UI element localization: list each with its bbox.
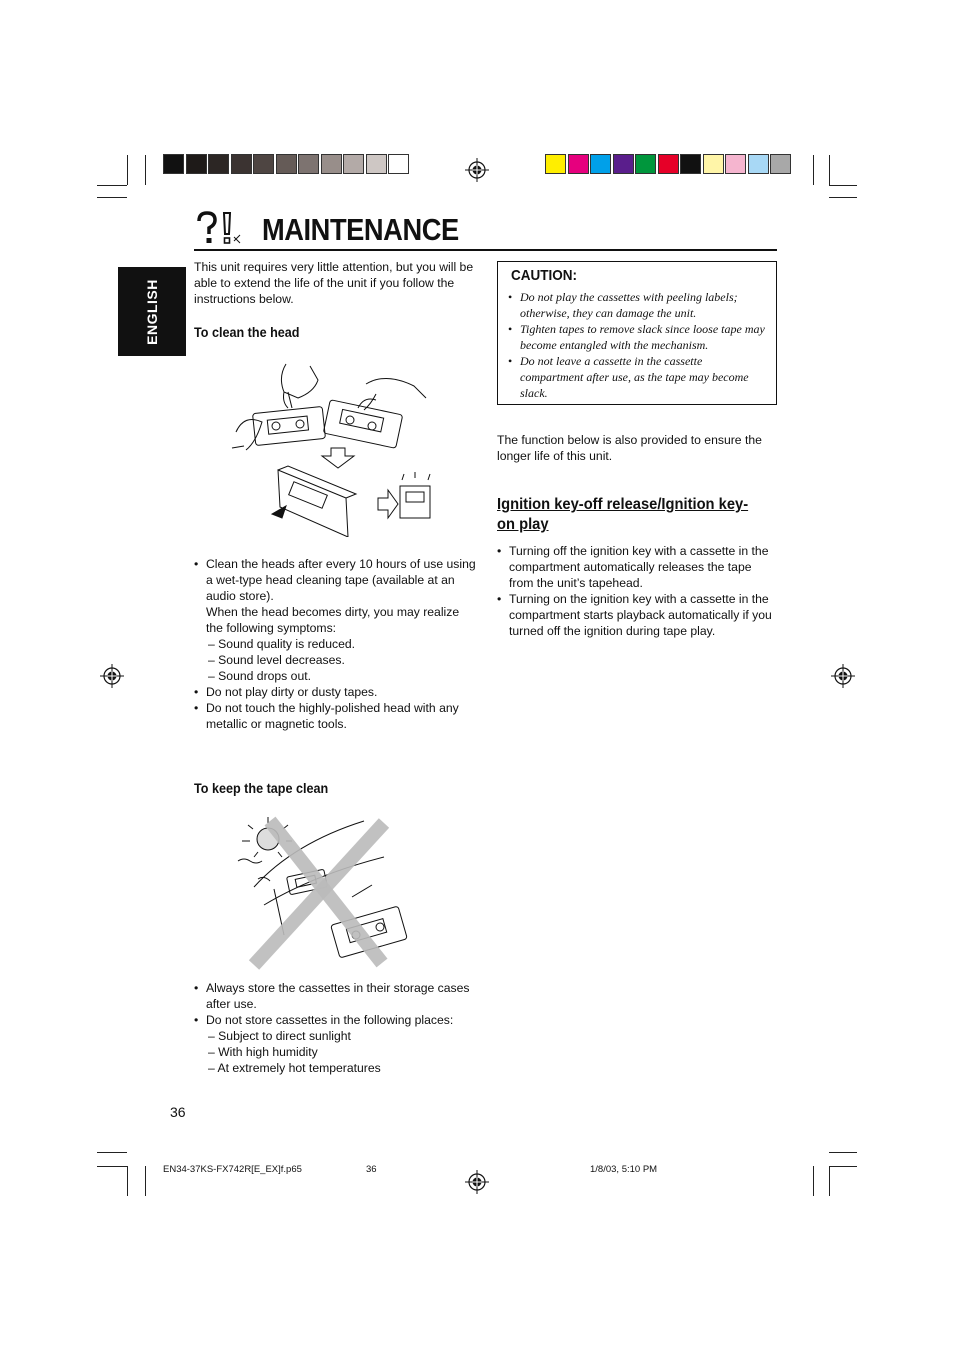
intro-text: This unit requires very little attention, but you will be able to extend the life of the unit if you follow the instructions below. bbox=[194, 260, 474, 306]
language-tab-label: ENGLISH bbox=[144, 278, 160, 345]
color-swatch bbox=[388, 154, 409, 174]
tape-storage-warning-illustration bbox=[234, 815, 414, 975]
color-swatch bbox=[163, 154, 184, 174]
color-swatch bbox=[770, 154, 791, 174]
color-swatch bbox=[545, 154, 566, 174]
list-item: • Do not play the cassettes with peeling labels; otherwise, they can damage the unit. bbox=[508, 289, 768, 321]
list-item: • Clean the heads after every 10 hours of use using a wet-type head cleaning tape (available at an audio store). When the head becomes dirty, you may realize the following symptoms: – Sound quality is reduced. – Sound level decreases. – Sound drops out. bbox=[194, 556, 479, 684]
color-swatch bbox=[703, 154, 724, 174]
color-swatch bbox=[298, 154, 319, 174]
color-swatch bbox=[748, 154, 769, 174]
function-note: The function below is also provided to ensure the longer life of this unit. bbox=[497, 433, 762, 463]
page-number: 36 bbox=[170, 1104, 186, 1120]
clean-head-bullets bbox=[194, 556, 479, 732]
question-exclamation-icon bbox=[194, 210, 242, 246]
registration-mark-icon bbox=[831, 664, 855, 688]
registration-mark-icon bbox=[465, 1170, 489, 1194]
color-calibration-bar bbox=[545, 154, 793, 176]
color-swatch bbox=[276, 154, 297, 174]
color-swatch bbox=[321, 154, 342, 174]
grayscale-calibration-bar bbox=[163, 154, 411, 176]
clean-head-heading: To clean the head bbox=[194, 324, 300, 340]
caution-title: CAUTION: bbox=[511, 267, 577, 284]
list-item: • Always store the cassettes in their storage cases after use. bbox=[194, 980, 479, 1012]
color-swatch bbox=[680, 154, 701, 174]
list-item: • Do not play dirty or dusty tapes. bbox=[194, 684, 479, 700]
footer-file: EN34-37KS-FX742R[E_EX]f.p65 bbox=[163, 1164, 302, 1175]
page-title: MAINTENANCE bbox=[262, 212, 459, 247]
color-swatch bbox=[231, 154, 252, 174]
footer-date: 1/8/03, 5:10 PM bbox=[590, 1164, 658, 1175]
ignition-heading: Ignition key-off release/Ignition key-on play bbox=[497, 496, 749, 533]
color-swatch bbox=[658, 154, 679, 174]
color-swatch bbox=[635, 154, 656, 174]
ignition-bullets bbox=[497, 543, 779, 639]
color-swatch bbox=[253, 154, 274, 174]
list-item: • Turning on the ignition key with a cassette in the compartment starts playback automatically if you turned off the ignition during tape play. bbox=[497, 591, 779, 639]
color-swatch bbox=[613, 154, 634, 174]
color-swatch bbox=[186, 154, 207, 174]
list-item: • Turning off the ignition key with a cassette in the compartment automatically releases the tape from the unit’s tapehead. bbox=[497, 543, 779, 591]
list-item: • Tighten tapes to remove slack since loose tape may become entangled with the mechanism. bbox=[508, 321, 768, 353]
head-cleaning-illustration bbox=[226, 362, 436, 537]
footer-page: 36 bbox=[366, 1164, 377, 1175]
color-swatch bbox=[208, 154, 229, 174]
list-item: • Do not leave a cassette in the cassette compartment after use, as the tape may become slack. bbox=[508, 353, 768, 401]
title-rule bbox=[194, 249, 777, 251]
caution-box bbox=[497, 261, 777, 405]
list-item: • Do not touch the highly-polished head with any metallic or magnetic tools. bbox=[194, 700, 479, 732]
color-swatch bbox=[725, 154, 746, 174]
color-swatch bbox=[590, 154, 611, 174]
language-tab bbox=[118, 267, 186, 356]
list-item: • Do not store cassettes in the following places: – Subject to direct sunlight – With high humidity – At extremely hot temperatures bbox=[194, 1012, 479, 1076]
tape-clean-heading: To keep the tape clean bbox=[194, 780, 329, 796]
registration-mark-icon bbox=[100, 664, 124, 688]
registration-mark-icon bbox=[465, 158, 489, 182]
color-swatch bbox=[366, 154, 387, 174]
color-swatch bbox=[343, 154, 364, 174]
tape-clean-bullets bbox=[194, 980, 479, 1076]
color-swatch bbox=[568, 154, 589, 174]
